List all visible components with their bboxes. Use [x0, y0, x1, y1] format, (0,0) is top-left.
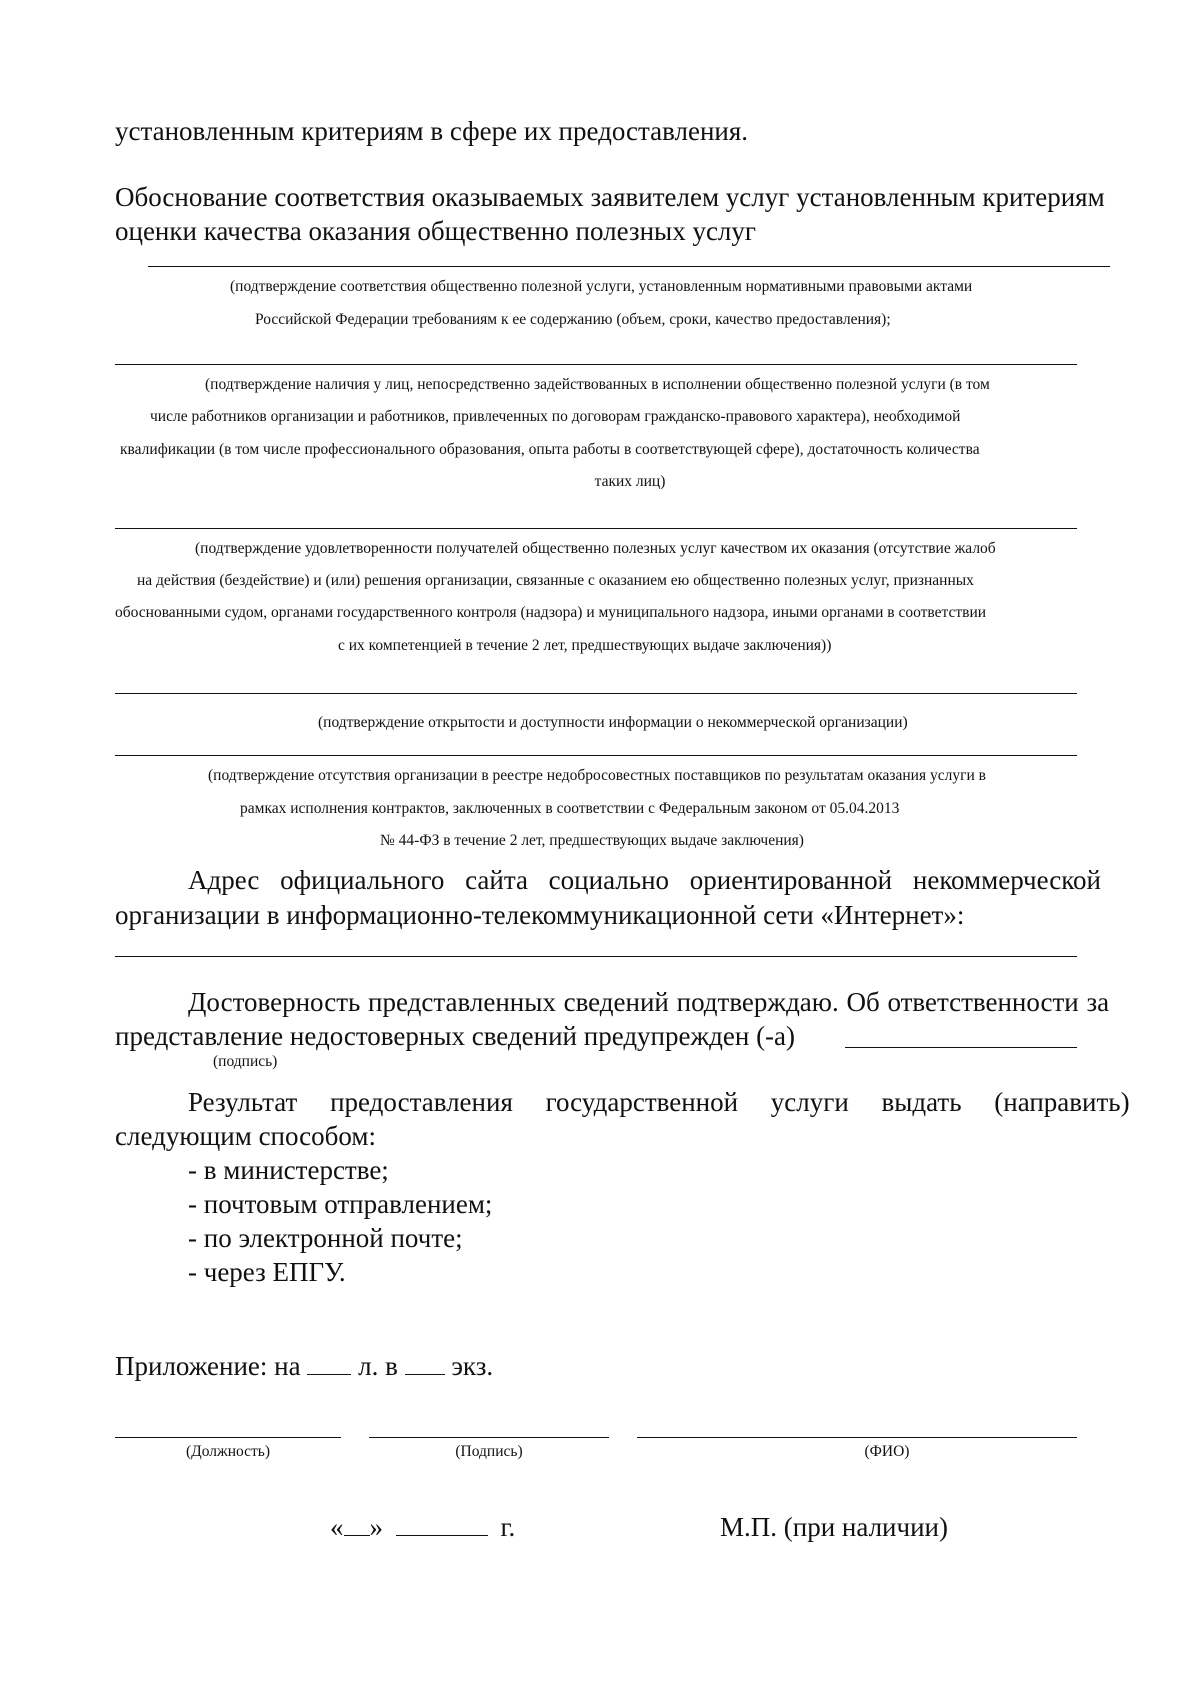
attachment-copies-field[interactable]: [405, 1352, 445, 1375]
note-staff-line4: таких лиц): [594, 473, 666, 490]
date-day-field[interactable]: [344, 1513, 370, 1536]
field-line-staff-qualification[interactable]: [115, 364, 1077, 365]
date-month-field[interactable]: [396, 1513, 488, 1536]
position-caption: (Должность): [185, 1443, 271, 1460]
note-satisfaction-line4: с их компетенцией в течение 2 лет, предшествующих выдаче заключения)): [338, 637, 832, 654]
position-field[interactable]: [115, 1437, 341, 1438]
attachment-sheets-field[interactable]: [307, 1352, 351, 1375]
certification-signature-field[interactable]: [845, 1047, 1077, 1048]
stamp-placeholder: М.П. (при наличии): [720, 1512, 948, 1542]
website-label-line1: [188, 863, 1146, 897]
certification-signature-caption: (подпись): [213, 1053, 278, 1070]
note-satisfaction-line3: обоснованными судом, органами государственного контроля (надзора) и муниципального надзора, иными органами в соответствии: [115, 604, 987, 621]
delivery-option-ministry[interactable]: - в министерстве;: [188, 1155, 389, 1185]
date-line: [330, 1510, 515, 1544]
website-label-text: Адрес официального сайта социально ориентированной некоммерческой: [188, 865, 1101, 895]
attachment-mid: л. в: [358, 1351, 398, 1381]
note-register-line1: (подтверждение отсутствия организации в реестре недобросовестных поставщиков по результатам оказания услуги в: [208, 767, 986, 784]
date-close-quote: »: [369, 1512, 383, 1542]
note-staff-line2: числе работников организации и работников, привлеченных по договорам гражданско-правового характера), необходимой: [150, 408, 961, 425]
delivery-line2: следующим способом:: [115, 1121, 376, 1151]
note-staff-line1: (подтверждение наличия у лиц, непосредственно задействованных в исполнении общественно полезной услуги (в том: [205, 376, 990, 393]
note-staff-line3: квалификации (в том числе профессионального образования, опыта работы в соответствующей сфере), достаточность количества: [120, 441, 980, 458]
full-name-field[interactable]: [637, 1437, 1077, 1438]
delivery-option-email[interactable]: - по электронной почте;: [188, 1223, 463, 1253]
field-line-recipient-satisfaction[interactable]: [115, 528, 1077, 529]
note-service-compliance-line2: Российской Федерации требованиям к ее содержанию (объем, сроки, качество предоставления);: [255, 311, 891, 328]
note-register-line3: № 44-ФЗ в течение 2 лет, предшествующих выдаче заключения): [380, 832, 804, 849]
attachment-suffix: экз.: [451, 1351, 494, 1381]
note-satisfaction-line1: (подтверждение удовлетворенности получателей общественно полезных услуг качеством их оказания (отсутствие жалоб: [195, 540, 996, 557]
justification-heading-line2: оценки качества оказания общественно полезных услуг: [115, 216, 756, 246]
note-openness: (подтверждение открытости и доступности информации о некоммерческой организации): [318, 714, 908, 731]
attachment-prefix: Приложение: на: [115, 1351, 301, 1381]
field-line-information-openness[interactable]: [115, 693, 1077, 694]
justification-heading-line1: Обоснование соответствия оказываемых заявителем услуг установленным критериям: [115, 182, 1105, 212]
delivery-option-post[interactable]: - почтовым отправлением;: [188, 1189, 493, 1219]
certification-line2: представление недостоверных сведений предупрежден (-а): [115, 1021, 796, 1051]
delivery-option-epgu[interactable]: - через ЕПГУ.: [188, 1257, 346, 1287]
note-register-line2: рамках исполнения контрактов, заключенных в соответствии с Федеральным законом от 05.04.2013: [240, 800, 900, 817]
signature-caption: (Подпись): [455, 1443, 523, 1460]
date-year-suffix: г.: [500, 1512, 516, 1542]
website-label-line2: организации в информационно-телекоммуникационной сети «Интернет»:: [115, 900, 965, 930]
website-address-input[interactable]: [115, 956, 1077, 957]
signature-field[interactable]: [369, 1437, 609, 1438]
note-satisfaction-line2: на действия (бездействие) и (или) решения организации, связанные с оказанием ею общественно полезных услуг, признанных: [137, 572, 974, 589]
note-service-compliance-line1: (подтверждение соответствия общественно полезной услуги, установленным нормативными правовыми актами: [230, 278, 973, 295]
full-name-caption: (ФИО): [864, 1443, 910, 1460]
attachment-line: [115, 1349, 493, 1383]
continuation-text: установленным критериям в сфере их предоставления.: [115, 116, 749, 146]
field-line-unscrupulous-register[interactable]: [115, 755, 1077, 756]
certification-line1: Достоверность представленных сведений подтверждаю. Об ответственности за: [188, 987, 1110, 1017]
date-open-quote: «: [330, 1512, 344, 1542]
field-line-service-compliance[interactable]: [148, 266, 1110, 267]
delivery-line1: Результат предоставления государственной услуги выдать (направить): [188, 1087, 1130, 1117]
